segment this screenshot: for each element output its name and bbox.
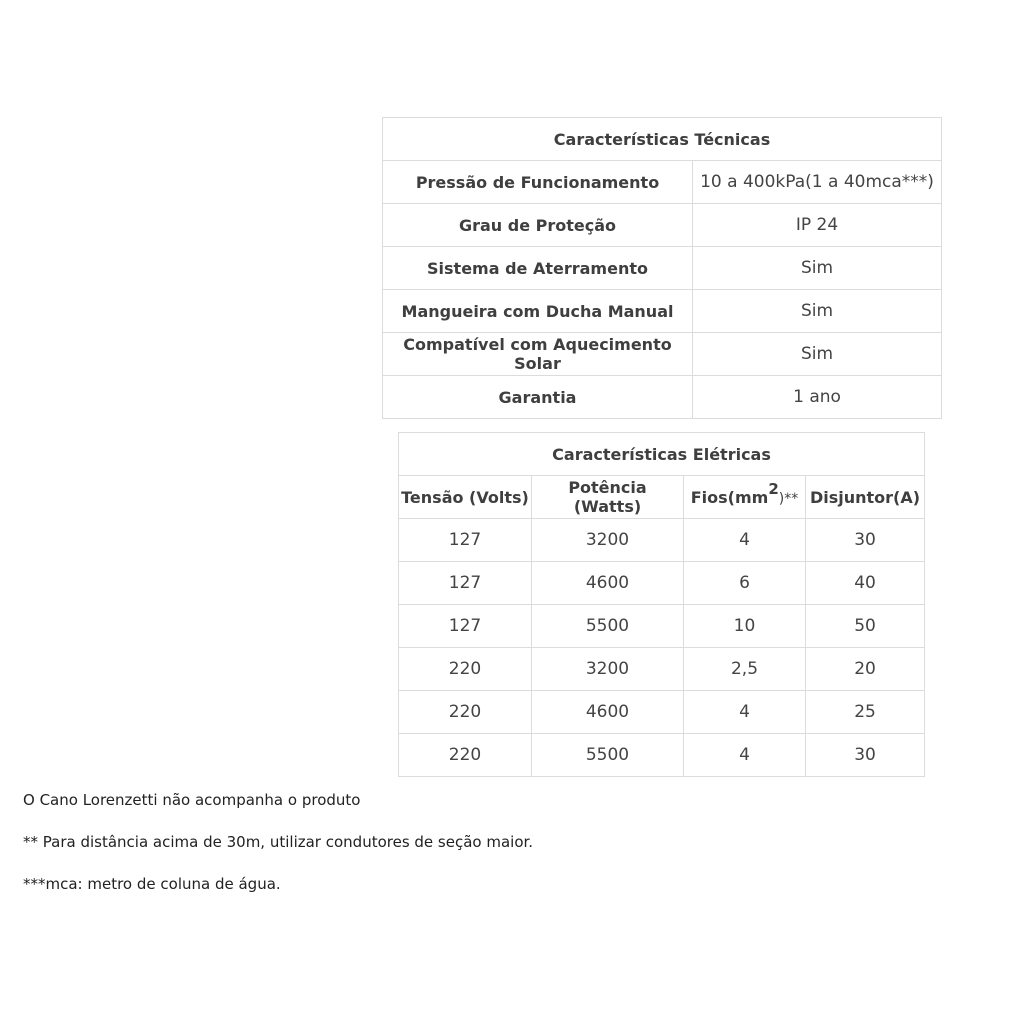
row-value: 1 ano	[693, 376, 942, 419]
cell-potencia: 4600	[532, 691, 684, 734]
row-label: Garantia	[383, 376, 693, 419]
table-title-row	[383, 118, 942, 161]
table-title-row	[399, 433, 925, 476]
table-title: Características Técnicas	[383, 118, 942, 161]
cell-tensao: 220	[399, 648, 532, 691]
cell-disjuntor: 40	[806, 562, 925, 605]
technical-characteristics-table	[382, 117, 942, 419]
row-label: Sistema de Aterramento	[383, 247, 693, 290]
cell-disjuntor: 30	[806, 734, 925, 777]
table-row	[399, 519, 925, 562]
row-label: Compatível com Aquecimento Solar	[383, 333, 693, 376]
cell-tensao: 127	[399, 519, 532, 562]
table-row	[399, 562, 925, 605]
table-row	[383, 204, 942, 247]
note-distance: ** Para distância acima de 30m, utilizar condutores de seção maior.	[23, 833, 534, 851]
table-row	[399, 734, 925, 777]
cell-potencia: 3200	[532, 519, 684, 562]
table-header-row	[399, 476, 925, 519]
table-row	[383, 333, 942, 376]
cell-disjuntor: 20	[806, 648, 925, 691]
cell-disjuntor: 25	[806, 691, 925, 734]
cell-potencia: 5500	[532, 605, 684, 648]
electrical-table-body	[399, 519, 925, 777]
electrical-characteristics-table	[398, 432, 925, 777]
fios-prefix: Fios(mm	[690, 487, 769, 507]
cell-tensao: 127	[399, 562, 532, 605]
row-value: Sim	[693, 247, 942, 290]
note-mca: ***mca: metro de coluna de água.	[23, 875, 281, 893]
column-header-potencia: Potência (Watts)	[532, 476, 684, 519]
cell-fios: 10	[684, 605, 806, 648]
table-title: Características Elétricas	[399, 433, 925, 476]
cell-disjuntor: 30	[806, 519, 925, 562]
row-label: Grau de Proteção	[383, 204, 693, 247]
cell-tensao: 127	[399, 605, 532, 648]
cell-potencia: 3200	[532, 648, 684, 691]
table-row	[383, 161, 942, 204]
fios-superscript: 2	[768, 480, 779, 499]
cell-fios: 4	[684, 691, 806, 734]
row-value: IP 24	[693, 204, 942, 247]
row-label: Mangueira com Ducha Manual	[383, 290, 693, 333]
column-header-fios	[684, 476, 806, 519]
cell-potencia: 4600	[532, 562, 684, 605]
row-value: Sim	[693, 333, 942, 376]
table-row	[383, 376, 942, 419]
row-value: Sim	[693, 290, 942, 333]
cell-tensao: 220	[399, 734, 532, 777]
table-row	[399, 648, 925, 691]
row-value: 10 a 400kPa(1 a 40mca***)	[693, 161, 942, 204]
cell-fios: 4	[684, 519, 806, 562]
column-header-tensao: Tensão (Volts)	[399, 476, 532, 519]
cell-fios: 6	[684, 562, 806, 605]
fios-suffix: )**	[778, 490, 799, 507]
footnotes	[23, 790, 533, 916]
table-row	[399, 605, 925, 648]
table-row	[399, 691, 925, 734]
row-label: Pressão de Funcionamento	[383, 161, 693, 204]
cell-potencia: 5500	[532, 734, 684, 777]
cell-fios: 4	[684, 734, 806, 777]
table-row	[383, 290, 942, 333]
cell-tensao: 220	[399, 691, 532, 734]
table-row	[383, 247, 942, 290]
cell-disjuntor: 50	[806, 605, 925, 648]
column-header-disjuntor: Disjuntor(A)	[806, 476, 925, 519]
cell-fios: 2,5	[684, 648, 806, 691]
note-cano: O Cano Lorenzetti não acompanha o produto	[23, 791, 361, 809]
